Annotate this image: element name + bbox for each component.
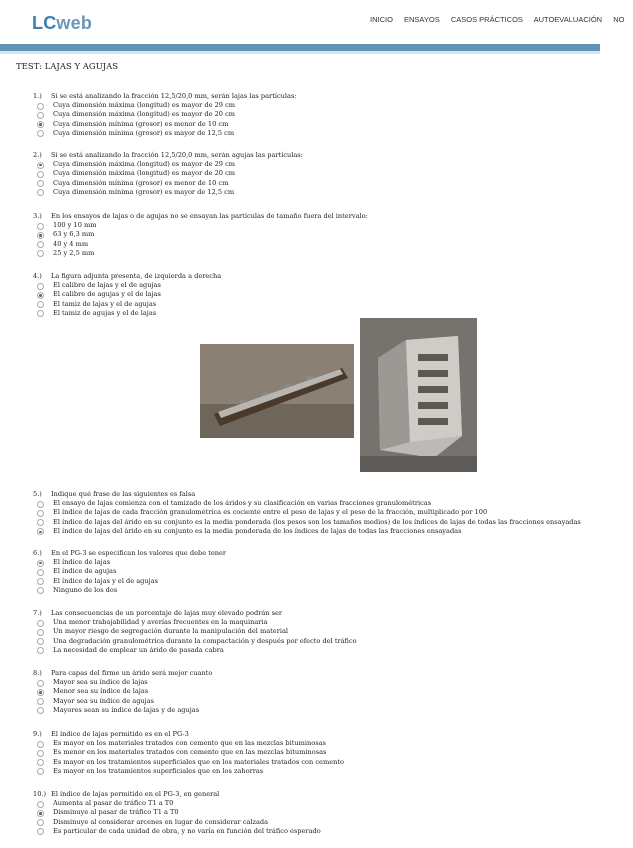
agujas-calibre-photo [360, 318, 477, 472]
question-number: 6.) [33, 549, 42, 557]
answer-option[interactable] [33, 706, 212, 715]
lajas-calibre-photo [200, 344, 354, 438]
question-label: En los ensayos de lajas o de agujas no se ensayan las partículas de tamaño fuera del intervalo: [51, 212, 368, 220]
nav-autoevaluacion[interactable]: AUTOEVALUACIÓN [533, 15, 603, 24]
radio-button[interactable] [37, 232, 44, 239]
answer-label: El índice de agujas [53, 567, 117, 576]
nav-inicio[interactable]: INICIO [370, 15, 393, 24]
question-4 [33, 272, 221, 318]
answer-label: El índice de lajas de cada fracción granulométrica es cociente entre el peso de lajas y el peso de la fracción, multiplicado por 100 [53, 508, 488, 517]
question-label: Para capas del firme un árido será mejor cuanto [51, 669, 213, 677]
question-label: La figura adjunta presenta, de izquierda a derecha [51, 272, 222, 280]
radio-button[interactable] [37, 510, 44, 517]
radio-button[interactable] [37, 528, 44, 535]
question-text [33, 669, 212, 678]
answer-option[interactable] [33, 567, 226, 576]
question-number: 3.) [33, 212, 42, 220]
answer-option[interactable] [33, 739, 344, 748]
header-shadow [0, 51, 600, 54]
answer-option[interactable] [33, 309, 221, 318]
radio-button[interactable] [37, 819, 44, 826]
main-nav [370, 15, 633, 24]
radio-button[interactable] [37, 578, 44, 585]
answer-label: Cuya dimensión mínima (grosor) es menor de 10 cm [53, 178, 229, 187]
answer-label: El ensayo de lajas comienza con el tamizado de los áridos y su clasificación en varias fracciones granulométricas [53, 499, 432, 508]
answer-option[interactable] [33, 577, 226, 586]
answer-option[interactable] [33, 179, 303, 188]
answer-label: Cuya dimensión máxima (longitud) es mayor de 20 cm [53, 169, 236, 178]
answer-option[interactable] [33, 618, 357, 627]
radio-button[interactable] [37, 162, 44, 169]
question-label: En el PG-3 se especifican los valores que debe tener [51, 549, 227, 557]
nav-casos-practicos[interactable]: CASOS PRÁCTICOS [450, 15, 523, 24]
radio-button[interactable] [37, 741, 44, 748]
answer-option[interactable] [33, 697, 212, 706]
answer-option[interactable] [33, 558, 226, 567]
answer-option[interactable] [33, 627, 357, 636]
answer-label: Una menor trabajabilidad y averías frecuentes en la maquinaria [53, 618, 268, 627]
question-text [33, 730, 344, 739]
answer-label: Cuya dimensión mínima (grosor) es mayor de 12,5 cm [53, 128, 235, 137]
answer-label: Cuya dimensión máxima (longitud) es mayor de 20 cm [53, 110, 236, 119]
answer-option[interactable] [33, 586, 226, 595]
answer-label: Mayor sea su índice de lajas [53, 678, 148, 687]
radio-button[interactable] [37, 189, 44, 196]
answer-label: Cuya dimensión máxima (longitud) es mayor de 29 cm [53, 101, 236, 110]
question-label: El índice de lajas permitido en el PG-3, en general [51, 790, 220, 798]
answer-label: El tamiz de agujas y el de lajas [53, 308, 157, 317]
nav-ensayos[interactable]: ENSAYOS [404, 15, 440, 24]
answer-label: Cuya dimensión máxima (longitud) es mayor de 29 cm [53, 160, 236, 169]
radio-button[interactable] [37, 810, 44, 817]
question-label: Si se está analizando la fracción 12,5/20,0 mm, serán agujas las partículas: [51, 151, 303, 159]
answer-option[interactable] [33, 767, 344, 776]
radio-button[interactable] [37, 750, 44, 757]
answer-option[interactable] [33, 169, 303, 178]
answer-option[interactable] [33, 818, 321, 827]
answer-label: Mayores sean su índice de lajas y de agujas [53, 705, 200, 714]
answer-option[interactable] [33, 120, 297, 129]
answer-option[interactable] [33, 678, 212, 687]
page-title: TEST: LAJAS Y AGUJAS [16, 62, 119, 72]
answer-option[interactable] [33, 687, 212, 696]
radio-button[interactable] [37, 283, 44, 290]
answer-option[interactable] [33, 527, 581, 536]
answer-option[interactable] [33, 290, 221, 299]
answer-label: 63 y 6,3 mm [53, 230, 95, 239]
question-text [33, 609, 357, 618]
answer-option[interactable] [33, 508, 581, 517]
question-number: 8.) [33, 669, 42, 677]
header-accent-bar [0, 44, 600, 51]
answer-option[interactable] [33, 249, 368, 258]
radio-button[interactable] [37, 629, 44, 636]
radio-button[interactable] [37, 103, 44, 110]
radio-button[interactable] [37, 759, 44, 766]
radio-button[interactable] [37, 647, 44, 654]
radio-button[interactable] [37, 250, 44, 257]
question-number: 7.) [33, 609, 42, 617]
answer-label: Es particular de cada unidad de obra, y no varía en función del tráfico esperado [53, 826, 321, 835]
question-2 [33, 151, 303, 197]
radio-button[interactable] [37, 519, 44, 526]
question-number: 9.) [33, 730, 42, 738]
answer-option[interactable] [33, 160, 303, 169]
question-text [33, 92, 297, 101]
answer-option[interactable] [33, 646, 357, 655]
answer-label: 100 y 10 mm [53, 221, 97, 230]
answer-label: Es mayor en los tratamientos superficiales que en los zahorras [53, 766, 264, 775]
question-6 [33, 549, 226, 595]
answer-label: El índice de lajas del árido en su conjunto es la media ponderada de los índices de lajas de todas las fracciones ensayadas [53, 526, 462, 535]
question-label: El índice de lajas permitido es en el PG-3 [51, 730, 189, 738]
question-1 [33, 92, 297, 138]
radio-button[interactable] [37, 121, 44, 128]
radio-button[interactable] [37, 768, 44, 775]
question-number: 5.) [33, 490, 42, 498]
radio-button[interactable] [37, 501, 44, 508]
radio-button[interactable] [37, 112, 44, 119]
answer-label: Una degradación granulométrica durante la compactación y después por efecto del tráfico [53, 636, 357, 645]
answer-option[interactable] [33, 518, 581, 527]
question-5 [33, 490, 581, 536]
answer-option[interactable] [33, 101, 297, 110]
question-text [33, 549, 226, 558]
answer-option[interactable] [33, 221, 368, 230]
radio-button[interactable] [37, 638, 44, 645]
answer-label: El índice de lajas [53, 558, 111, 567]
answer-option[interactable] [33, 300, 221, 309]
answer-option[interactable] [33, 129, 297, 138]
question-9 [33, 730, 344, 776]
answer-option[interactable] [33, 748, 344, 757]
question-text [33, 272, 221, 281]
question-label: Indique qué frase de las siguientes es falsa [51, 490, 196, 498]
radio-button[interactable] [37, 620, 44, 627]
question-3 [33, 212, 368, 258]
answer-label: Un mayor riesgo de segregación durante la manipulación del material [53, 627, 289, 636]
question-number: 1.) [33, 92, 42, 100]
site-logo[interactable] [32, 13, 92, 34]
radio-button[interactable] [37, 587, 44, 594]
question-label: Si se está analizando la fracción 12,5/20,0 mm, serán lajas las partículas: [51, 92, 297, 100]
answer-option[interactable] [33, 808, 321, 817]
answer-option[interactable] [33, 637, 357, 646]
answer-label: Es mayor en los tratamientos superficiales que en los materiales tratados con cemento [53, 757, 344, 766]
answer-label: Mayor sea su índice de agujas [53, 696, 155, 705]
radio-button[interactable] [37, 180, 44, 187]
radio-button[interactable] [37, 310, 44, 317]
logo-lc: LC [32, 13, 57, 33]
radio-button[interactable] [37, 828, 44, 835]
answer-label: El calibre de agujas y el de lajas [53, 290, 161, 299]
question-text [33, 212, 368, 221]
radio-button[interactable] [37, 171, 44, 178]
answer-label: La necesidad de emplear un árido de pasada cabra [53, 645, 224, 654]
answer-option[interactable] [33, 188, 303, 197]
answer-label: Disminuye al considerar arcenes en lugar de considerar calzada [53, 817, 269, 826]
answer-option[interactable] [33, 758, 344, 767]
question-10 [33, 790, 321, 836]
question-text [33, 151, 303, 160]
radio-button[interactable] [37, 707, 44, 714]
question-label: Las consecuencias de un porcentaje de lajas muy elevado podrán ser [51, 609, 283, 617]
agujas-calibre-drawing [360, 318, 477, 472]
answer-label: El índice de lajas del árido en su conjunto es la media ponderada (los pesos son los tamaños medios) de los índices de lajas de todas las fracciones ensayadas [53, 517, 581, 526]
lajas-calibre-drawing [200, 344, 354, 438]
question-number: 10.) [33, 790, 47, 798]
question-8 [33, 669, 212, 715]
radio-button[interactable] [37, 292, 44, 299]
answer-label: Es menor en los materiales tratados con cemento que en las mezclas bituminosas [53, 748, 327, 757]
answer-label: 25 y 2,5 mm [53, 248, 95, 257]
question-7 [33, 609, 357, 655]
radio-button[interactable] [37, 689, 44, 696]
answer-label: Disminuye al pasar de tráfico T1 a T0 [53, 808, 179, 817]
answer-label: Menor sea su índice de lajas [53, 687, 149, 696]
radio-button[interactable] [37, 301, 44, 308]
logo-web: web [56, 13, 93, 33]
answer-label: Cuya dimensión mínima (grosor) es mayor de 12,5 cm [53, 187, 235, 196]
radio-button[interactable] [37, 130, 44, 137]
answer-label: Aumenta al pasar de tráfico T1 a T0 [53, 799, 174, 808]
answer-label: Ninguno de los dos [53, 585, 118, 594]
answer-label: Es mayor en los materiales tratados con cemento que en las mezclas bituminosas [53, 739, 326, 748]
answer-option[interactable] [33, 499, 581, 508]
answer-option[interactable] [33, 230, 368, 239]
question-text [33, 490, 581, 499]
answer-label: El tamiz de lajas y el de agujas [53, 299, 157, 308]
nav-more[interactable]: NO [613, 15, 625, 24]
question-text [33, 790, 321, 799]
answer-option[interactable] [33, 281, 221, 290]
radio-button[interactable] [37, 241, 44, 248]
answer-option[interactable] [33, 827, 321, 836]
radio-button[interactable] [37, 680, 44, 687]
radio-button[interactable] [37, 801, 44, 808]
answer-label: El calibre de lajas y el de agujas [53, 281, 161, 290]
answer-label: 40 y 4 mm [53, 239, 89, 248]
radio-button[interactable] [37, 223, 44, 230]
answer-option[interactable] [33, 240, 368, 249]
radio-button[interactable] [37, 560, 44, 567]
answer-label: El índice de lajas y el de agujas [53, 576, 159, 585]
top-header [0, 0, 625, 44]
answer-option[interactable] [33, 110, 297, 119]
radio-button[interactable] [37, 698, 44, 705]
question-number: 4.) [33, 272, 42, 280]
answer-label: Cuya dimensión mínima (grosor) es menor de 10 cm [53, 119, 229, 128]
answer-option[interactable] [33, 799, 321, 808]
radio-button[interactable] [37, 569, 44, 576]
question-number: 2.) [33, 151, 42, 159]
